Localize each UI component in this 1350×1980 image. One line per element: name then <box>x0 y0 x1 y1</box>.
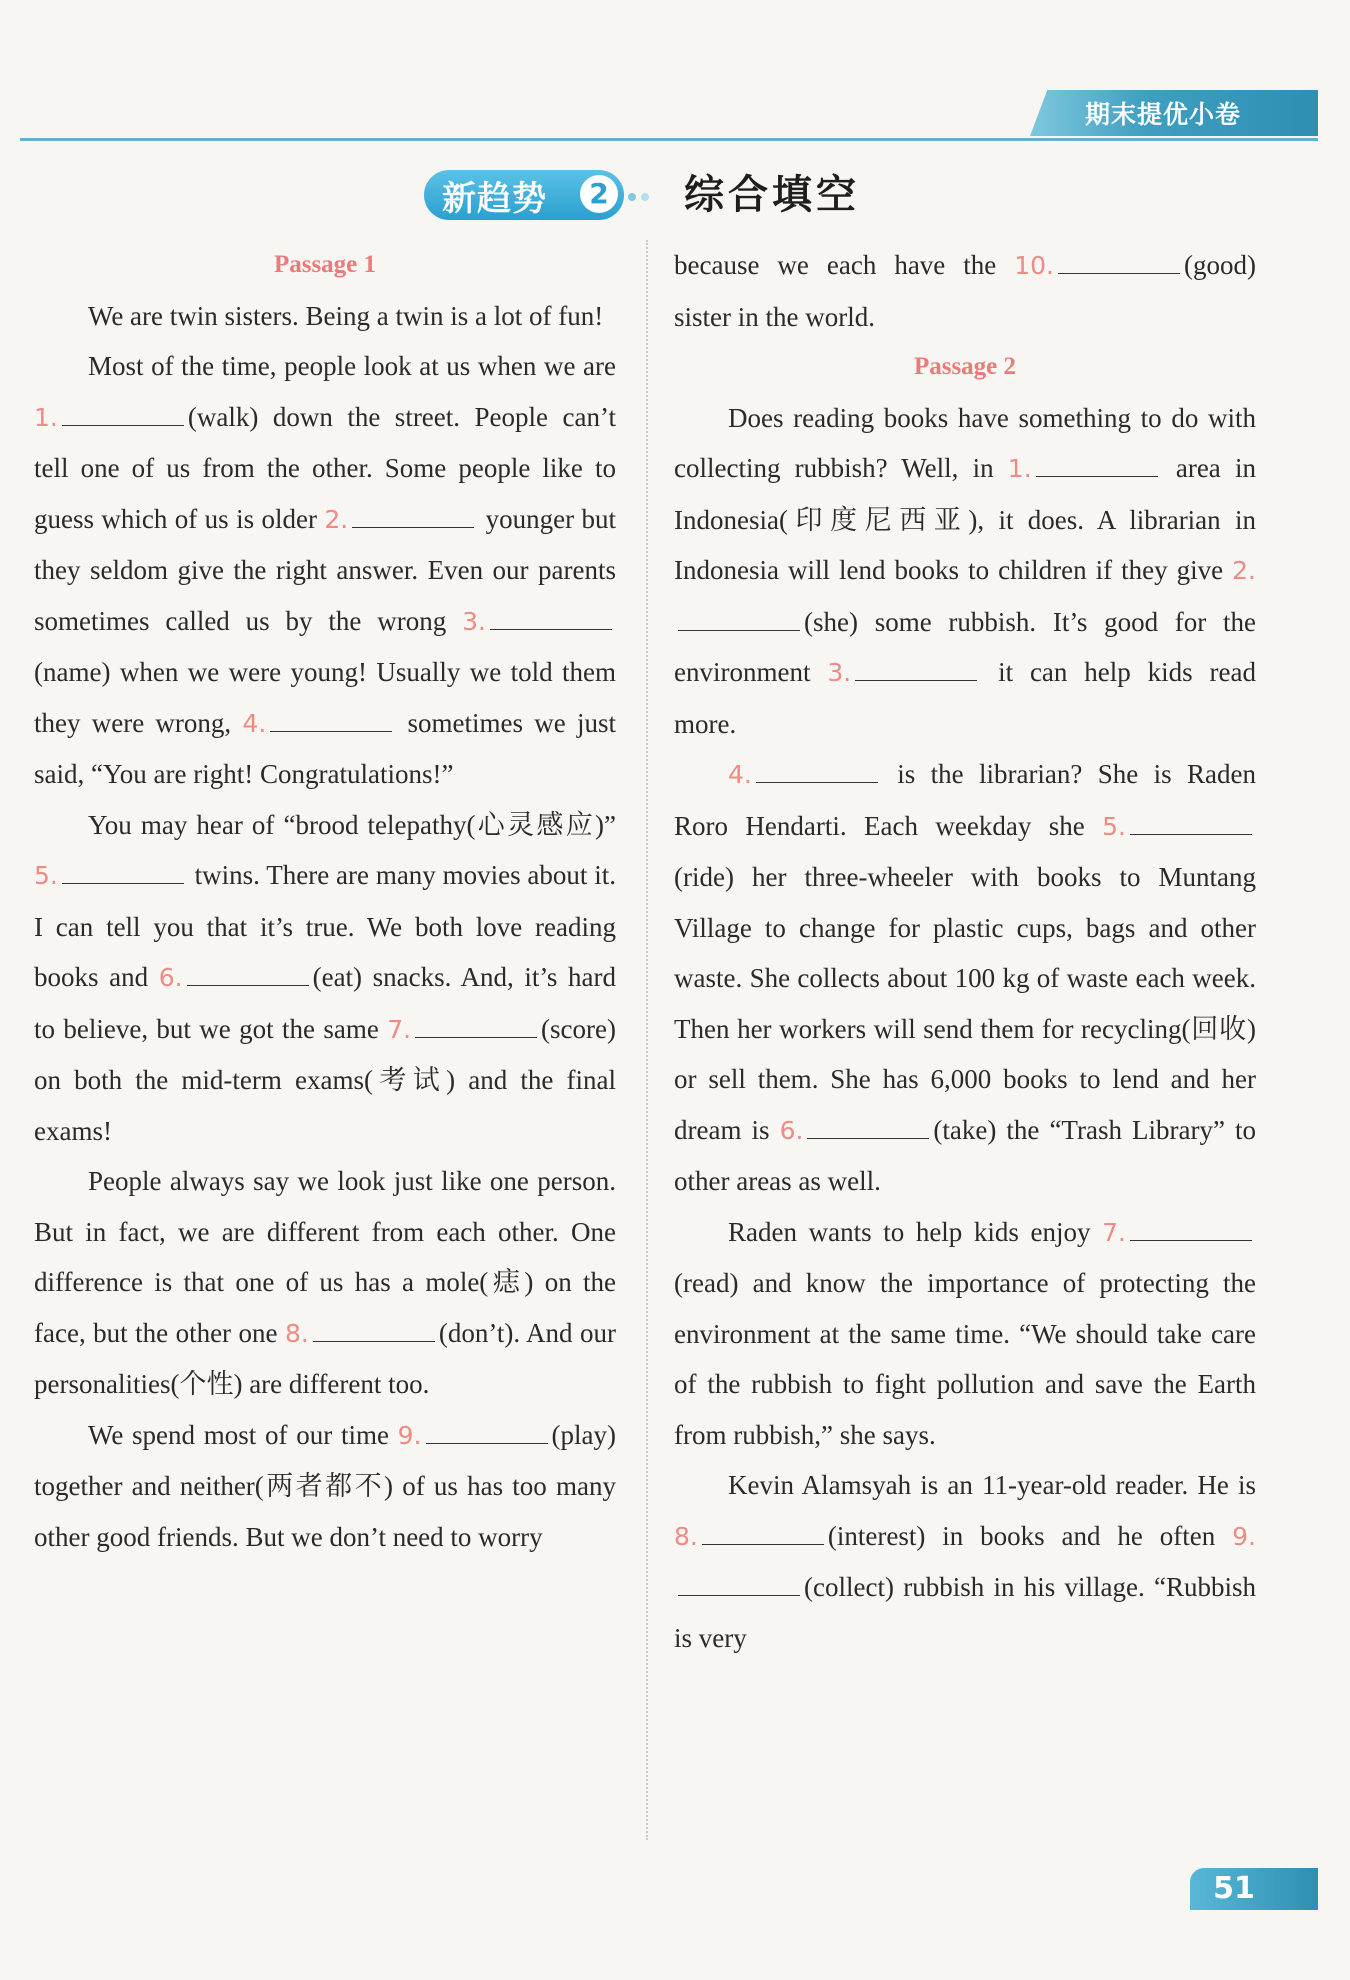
answer-blank-4[interactable] <box>270 705 392 732</box>
passage2-title: Passage 2 <box>913 353 1017 380</box>
blank-number: 8. <box>674 1521 698 1551</box>
blank-number: 3. <box>462 606 486 636</box>
hint-word: (interest) <box>827 1520 926 1551</box>
passage1-paragraph-5 <box>34 1410 616 1563</box>
text-run: her three-wheeler with books to Muntang Village to change for plastic cups, bags and other waste. She collects about 100 kg of waste each week. Then her workers will send them for recycling(回收) or sell them. She has 6,000 books to lend and her dream is <box>674 862 1256 1145</box>
text-run: Kevin Alamsyah is an 11-year-old reader. He is <box>728 1470 1256 1500</box>
section-badge <box>424 170 624 220</box>
hint-word: (good) <box>1184 250 1256 280</box>
text-run: . And our personalities(个性) are different too. <box>34 1317 617 1399</box>
blank-number: 8. <box>284 1318 309 1348</box>
hint-word: (she) <box>804 606 858 637</box>
page-number: 51 <box>1213 1871 1255 1906</box>
text-run: Most of the time, people look at us when we are <box>88 351 616 381</box>
left-column <box>34 240 616 1562</box>
text-run: Raden wants to help kids enjoy <box>728 1216 1103 1247</box>
text-run: down the street. People can’t tell one of us from the other. Some people like to guess which of us is older <box>34 401 616 534</box>
text-run: in books and he often <box>925 1520 1233 1551</box>
answer-blank-3[interactable] <box>490 603 612 630</box>
answer-blank-2[interactable] <box>352 501 474 528</box>
answer-blank-4[interactable] <box>756 756 878 783</box>
blank-number: 1. <box>1007 454 1032 483</box>
text-run: snacks. And, it’s hard to believe, but we got the same <box>34 962 616 1044</box>
blank-number: 6. <box>779 1115 804 1145</box>
passage1-paragraph-5-continued <box>674 240 1256 342</box>
text-run: twins. There are many movies about it. I can tell you that it’s true. We both love reading books and <box>34 860 616 992</box>
answer-blank-6[interactable] <box>187 959 309 986</box>
text-run: because we each have the <box>674 250 1015 280</box>
text-run: You may hear of “brood telepathy(心灵感应)” <box>88 809 616 840</box>
blank-number: 5. <box>1102 811 1126 841</box>
blank-number: 5. <box>34 861 58 890</box>
blank-number: 7. <box>1102 1217 1126 1247</box>
hint-word: (read) <box>674 1268 739 1298</box>
passage1-title: Passage 1 <box>273 251 377 278</box>
column-divider <box>646 240 648 1840</box>
text-run: the “Trash Library” to other areas as well. <box>674 1114 1256 1196</box>
text-run: together and neither(两者都不) of us has too many other good friends. But we don’t need to worry <box>34 1471 616 1552</box>
blank-number: 2. <box>324 504 349 534</box>
hint-word: (ride) <box>674 862 734 892</box>
passage2-paragraph-1 <box>674 393 1256 750</box>
header-rule <box>20 138 1318 141</box>
text-run: sometimes we just said, “You are right! Congratulations!” <box>34 707 616 789</box>
hint-word: (score) <box>541 1013 616 1044</box>
section-badge-number: 2 <box>580 175 618 213</box>
text-run: sister in the world. <box>674 301 875 332</box>
blank-number: 9. <box>1232 1521 1256 1551</box>
text-run: area in Indonesia(印度尼西亚), it does. A librarian in Indonesia will lend books to children if they give <box>674 453 1256 585</box>
answer-blank-1[interactable] <box>62 399 184 426</box>
hint-word: (don’t) <box>438 1317 514 1348</box>
blank-number: 3. <box>827 658 852 687</box>
right-column <box>674 240 1256 1663</box>
answer-blank-5[interactable] <box>1130 808 1252 835</box>
answer-blank-8[interactable] <box>702 1518 824 1545</box>
hint-word: (take) <box>933 1114 997 1145</box>
text-run: and know the importance of protecting the environment at the same time. “We should take care of the rubbish to fight pollution and save the Earth from rubbish,” she says. <box>674 1268 1256 1450</box>
header-tab-label: 期末提优小卷 <box>1085 100 1242 129</box>
answer-blank-8[interactable] <box>313 1315 435 1342</box>
text-run: younger but they seldom give the right answer. Even our parents sometimes called us by the wrong <box>34 503 616 636</box>
decorative-dots <box>628 188 654 206</box>
answer-blank-5[interactable] <box>62 857 184 884</box>
text-run: it can help kids read more. <box>674 657 1256 739</box>
hint-word: (collect) <box>804 1572 894 1602</box>
passage2-paragraph-4 <box>674 1460 1256 1663</box>
answer-blank-6[interactable] <box>807 1112 929 1139</box>
answer-blank-9[interactable] <box>426 1417 548 1444</box>
text-run: rubbish in his village. “Rubbish is very <box>674 1572 1256 1653</box>
passage2-paragraph-3 <box>674 1207 1256 1461</box>
hint-word: (name) <box>34 657 111 687</box>
blank-number: 1. <box>34 402 58 432</box>
hint-word: (eat) <box>312 962 363 992</box>
blank-number: 4. <box>728 760 752 789</box>
passage2-paragraph-2 <box>674 749 1256 1207</box>
text-run: when we were young! Usually we told them they were wrong, <box>34 657 616 738</box>
hint-word: (play) <box>551 1419 616 1450</box>
text-run: Does reading books have something to do with collecting rubbish? Well, in <box>674 402 1256 483</box>
answer-blank-1[interactable] <box>1036 450 1158 477</box>
passage1-paragraph-3 <box>34 800 616 1157</box>
answer-blank-9[interactable] <box>678 1569 800 1596</box>
text-run: We spend most of our time <box>88 1419 398 1450</box>
text-run: on both the mid-term exams(考试) and the final exams! <box>34 1065 616 1146</box>
passage1-paragraph-4 <box>34 1156 616 1410</box>
blank-number: 2. <box>1232 556 1256 585</box>
blank-number: 7. <box>387 1014 412 1044</box>
answer-blank-7[interactable] <box>415 1011 537 1038</box>
text-run: is the librarian? She is Raden Roro Hendarti. Each weekday she <box>674 759 1256 841</box>
answer-blank-2[interactable] <box>678 604 800 631</box>
hint-word: (walk) <box>187 401 259 432</box>
section-title: 综合填空 <box>684 171 860 218</box>
blank-number: 4. <box>242 708 267 738</box>
blank-number: 6. <box>158 963 183 992</box>
answer-blank-7[interactable] <box>1130 1214 1252 1241</box>
answer-blank-3[interactable] <box>855 654 977 681</box>
text-run: some rubbish. It’s good for the environment <box>674 606 1256 687</box>
passage1-paragraph-1: We are twin sisters. Being a twin is a lot of fun! <box>88 300 604 331</box>
passage1-paragraph-2 <box>34 341 616 800</box>
answer-blank-10[interactable] <box>1058 247 1180 274</box>
text-run: People always say we look just like one person. But in fact, we are different from each other. One difference is that one of us has a mole(痣) on the face, but the other one <box>34 1166 616 1348</box>
section-badge-label: 新趋势 <box>442 178 547 219</box>
blank-number: 9. <box>397 1420 422 1450</box>
blank-number: 10. <box>1014 251 1055 280</box>
